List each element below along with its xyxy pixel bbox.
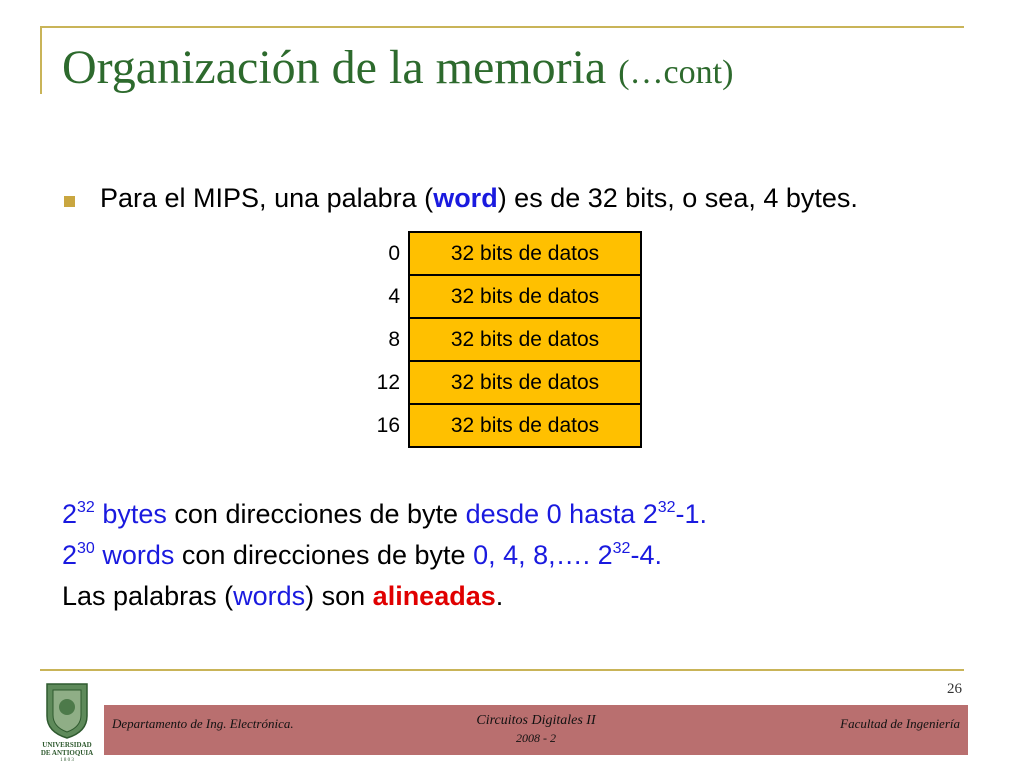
memory-word-cell: 32 bits de datos bbox=[409, 361, 641, 404]
memory-table bbox=[340, 231, 642, 448]
footer-course-title: Circuitos Digitales II bbox=[476, 713, 596, 728]
bytes-range-exponent: 32 bbox=[657, 499, 676, 516]
slide-title bbox=[62, 40, 733, 95]
bullet-text-post: ) es de 32 bits, o sea, 4 bytes. bbox=[497, 183, 858, 213]
memory-address: 16 bbox=[376, 413, 400, 437]
memory-word-cell: 32 bits de datos bbox=[409, 404, 641, 447]
slide-title-suffix: (…cont) bbox=[618, 54, 734, 91]
bytes-address-line bbox=[62, 499, 707, 530]
words-mid-text: con direcciones de byte bbox=[181, 540, 466, 570]
bullet-text-pre: Para el MIPS, una palabra ( bbox=[100, 183, 434, 213]
bytes-mid-text: con direcciones de byte bbox=[174, 499, 459, 529]
memory-address: 4 bbox=[388, 284, 400, 308]
footer-course bbox=[104, 713, 968, 746]
footer-course-term: 2008 - 2 bbox=[516, 731, 556, 745]
page-number: 26 bbox=[947, 681, 962, 697]
aligned-post: . bbox=[495, 581, 504, 611]
words-unit: words bbox=[102, 540, 175, 570]
words-address-line bbox=[62, 540, 662, 571]
footer-faculty: Facultad de Ingeniería bbox=[840, 716, 960, 731]
memory-address: 0 bbox=[388, 241, 400, 265]
memory-row bbox=[340, 404, 641, 447]
words-range-tail: -4. bbox=[630, 540, 662, 570]
aligned-words: words bbox=[233, 581, 306, 611]
logo-text-line2: DE ANTIOQUIA bbox=[40, 749, 94, 757]
memory-word-cell: 32 bits de datos bbox=[409, 275, 641, 318]
bytes-base: 2 bbox=[62, 499, 78, 529]
memory-row bbox=[340, 361, 641, 404]
aligned-pre: Las palabras ( bbox=[62, 581, 234, 611]
words-range: 0, 4, 8,…. 2 bbox=[473, 540, 613, 570]
memory-word-cell: 32 bits de datos bbox=[409, 318, 641, 361]
slide-title-main: Organización de la memoria bbox=[62, 41, 619, 94]
footer-rule bbox=[40, 669, 964, 671]
words-exponent: 30 bbox=[77, 540, 95, 557]
memory-row bbox=[340, 275, 641, 318]
words-range-exponent: 32 bbox=[612, 540, 631, 557]
frame-top-line bbox=[40, 26, 964, 28]
footer-bar bbox=[104, 705, 968, 755]
memory-row bbox=[340, 232, 641, 275]
bullet-square-icon bbox=[64, 196, 75, 207]
bytes-range: desde 0 hasta 2 bbox=[465, 499, 658, 529]
bullet-text bbox=[100, 182, 980, 214]
logo-text-line3: 1 8 0 3 bbox=[60, 758, 74, 762]
memory-address: 8 bbox=[388, 327, 400, 351]
memory-word-cell: 32 bits de datos bbox=[409, 232, 641, 275]
bullet-word-term: word bbox=[433, 183, 498, 213]
memory-row bbox=[340, 318, 641, 361]
aligned-emphasis: alineadas bbox=[372, 581, 496, 611]
university-logo-icon bbox=[34, 680, 100, 762]
bytes-exponent: 32 bbox=[77, 499, 95, 516]
bytes-unit: bytes bbox=[102, 499, 167, 529]
memory-address: 12 bbox=[376, 370, 400, 394]
aligned-mid: ) son bbox=[305, 581, 373, 611]
aligned-line bbox=[62, 581, 503, 612]
words-base: 2 bbox=[62, 540, 78, 570]
frame-left-line bbox=[40, 26, 42, 94]
logo-text-line1: UNIVERSIDAD bbox=[42, 741, 92, 749]
footer-department: Departamento de Ing. Electrónica. bbox=[112, 716, 294, 731]
bytes-range-tail: -1. bbox=[675, 499, 708, 529]
